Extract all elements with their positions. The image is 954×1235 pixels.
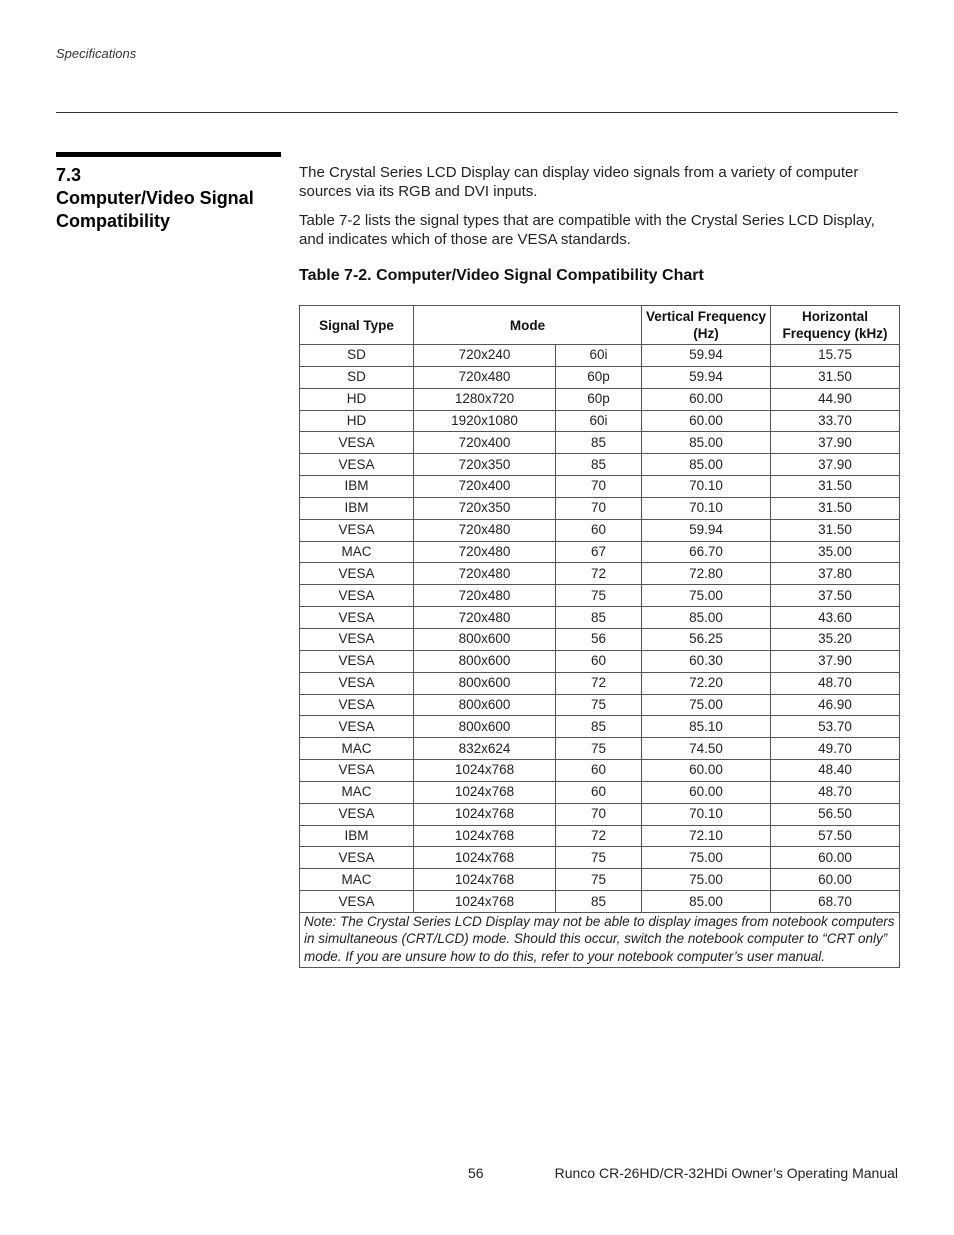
refresh-cell: 85 — [556, 607, 642, 629]
table-row — [300, 672, 900, 694]
table-note: Note: The Crystal Series LCD Display may not be able to display images from notebook computers in simultaneous (CRT/LCD) mode. Should this occur, switch the notebook computer to “CRT only” mode. If you are unsure how to do this, refer to your notebook computer’s user manual. — [300, 912, 900, 968]
vertical-frequency-cell: 74.50 — [642, 738, 771, 760]
signal-type-cell: VESA — [300, 454, 414, 476]
horizontal-frequency-cell: 56.50 — [771, 803, 900, 825]
signal-type-cell: VESA — [300, 585, 414, 607]
vertical-frequency-cell: 85.00 — [642, 432, 771, 454]
horizontal-frequency-cell: 37.90 — [771, 432, 900, 454]
horizontal-frequency-cell: 44.90 — [771, 388, 900, 410]
signal-type-cell: VESA — [300, 432, 414, 454]
signal-type-cell: MAC — [300, 738, 414, 760]
table-row — [300, 781, 900, 803]
signal-type-cell: VESA — [300, 563, 414, 585]
refresh-cell: 70 — [556, 497, 642, 519]
body-column — [299, 163, 899, 968]
refresh-cell: 60 — [556, 650, 642, 672]
manual-title: Runco CR-26HD/CR-32HDi Owner’s Operating Manual — [554, 1165, 898, 1181]
vertical-frequency-cell: 70.10 — [642, 497, 771, 519]
vertical-frequency-cell: 56.25 — [642, 628, 771, 650]
section-title: Computer/Video Signal Compatibility — [56, 188, 254, 231]
refresh-cell: 85 — [556, 432, 642, 454]
vertical-frequency-cell: 59.94 — [642, 345, 771, 367]
table-row — [300, 628, 900, 650]
resolution-cell: 1920x1080 — [414, 410, 556, 432]
horizontal-frequency-cell: 43.60 — [771, 607, 900, 629]
signal-type-cell: VESA — [300, 803, 414, 825]
horizontal-frequency-cell: 15.75 — [771, 345, 900, 367]
vertical-frequency-cell: 75.00 — [642, 847, 771, 869]
signal-type-cell: VESA — [300, 628, 414, 650]
table-row — [300, 476, 900, 498]
resolution-cell: 1024x768 — [414, 760, 556, 782]
table-row — [300, 519, 900, 541]
table-title: Table 7-2. Computer/Video Signal Compatibility Chart — [299, 267, 704, 284]
table-row — [300, 760, 900, 782]
table-row — [300, 869, 900, 891]
section-heading — [56, 164, 286, 233]
resolution-cell: 720x240 — [414, 345, 556, 367]
signal-type-cell: VESA — [300, 694, 414, 716]
vertical-frequency-cell: 75.00 — [642, 869, 771, 891]
refresh-cell: 75 — [556, 869, 642, 891]
vertical-frequency-cell: 60.00 — [642, 410, 771, 432]
refresh-cell: 85 — [556, 716, 642, 738]
refresh-cell: 70 — [556, 803, 642, 825]
header-signal-type: Signal Type — [300, 306, 414, 345]
horizontal-frequency-cell: 53.70 — [771, 716, 900, 738]
horizontal-frequency-cell: 48.70 — [771, 781, 900, 803]
signal-type-cell: VESA — [300, 760, 414, 782]
page-number: 56 — [468, 1165, 484, 1181]
horizontal-frequency-cell: 31.50 — [771, 476, 900, 498]
vertical-frequency-cell: 85.10 — [642, 716, 771, 738]
horizontal-frequency-cell: 46.90 — [771, 694, 900, 716]
resolution-cell: 720x480 — [414, 366, 556, 388]
table-row — [300, 738, 900, 760]
horizontal-frequency-cell: 37.90 — [771, 650, 900, 672]
vertical-frequency-cell: 75.00 — [642, 585, 771, 607]
table-row — [300, 541, 900, 563]
horizontal-frequency-cell: 31.50 — [771, 497, 900, 519]
horizontal-frequency-cell: 37.50 — [771, 585, 900, 607]
horizontal-frequency-cell: 35.00 — [771, 541, 900, 563]
section-number: 7.3 — [56, 165, 82, 185]
horizontal-frequency-cell: 31.50 — [771, 366, 900, 388]
table-row — [300, 563, 900, 585]
header-rule — [56, 112, 898, 113]
resolution-cell: 720x480 — [414, 607, 556, 629]
signal-type-cell: MAC — [300, 541, 414, 563]
signal-type-cell: SD — [300, 345, 414, 367]
refresh-cell: 75 — [556, 847, 642, 869]
vertical-frequency-cell: 60.30 — [642, 650, 771, 672]
resolution-cell: 832x624 — [414, 738, 556, 760]
vertical-frequency-cell: 60.00 — [642, 760, 771, 782]
signal-type-cell: MAC — [300, 869, 414, 891]
resolution-cell: 720x350 — [414, 454, 556, 476]
signal-type-cell: VESA — [300, 891, 414, 913]
vertical-frequency-cell: 70.10 — [642, 803, 771, 825]
resolution-cell: 720x480 — [414, 519, 556, 541]
refresh-cell: 60p — [556, 388, 642, 410]
running-head: Specifications — [56, 46, 137, 61]
table-header-row — [300, 306, 900, 345]
resolution-cell: 720x480 — [414, 541, 556, 563]
signal-type-cell: VESA — [300, 716, 414, 738]
signal-type-cell: HD — [300, 388, 414, 410]
resolution-cell: 800x600 — [414, 650, 556, 672]
table-row — [300, 694, 900, 716]
table-row — [300, 650, 900, 672]
table-row — [300, 366, 900, 388]
resolution-cell: 720x400 — [414, 432, 556, 454]
horizontal-frequency-cell: 48.40 — [771, 760, 900, 782]
signal-type-cell: MAC — [300, 781, 414, 803]
vertical-frequency-cell: 66.70 — [642, 541, 771, 563]
refresh-cell: 72 — [556, 563, 642, 585]
vertical-frequency-cell: 72.20 — [642, 672, 771, 694]
vertical-frequency-cell: 85.00 — [642, 607, 771, 629]
table-row — [300, 716, 900, 738]
refresh-cell: 60 — [556, 760, 642, 782]
signal-type-cell: VESA — [300, 650, 414, 672]
vertical-frequency-cell: 59.94 — [642, 519, 771, 541]
horizontal-frequency-cell: 60.00 — [771, 869, 900, 891]
refresh-cell: 60i — [556, 410, 642, 432]
table-row — [300, 388, 900, 410]
header-vertical-frequency: Vertical Frequency (Hz) — [642, 306, 771, 345]
header-horizontal-frequency: Horizontal Frequency (kHz) — [771, 306, 900, 345]
signal-type-cell: VESA — [300, 847, 414, 869]
signal-type-cell: SD — [300, 366, 414, 388]
table-row — [300, 891, 900, 913]
vertical-frequency-cell: 59.94 — [642, 366, 771, 388]
resolution-cell: 1024x768 — [414, 847, 556, 869]
vertical-frequency-cell: 85.00 — [642, 454, 771, 476]
refresh-cell: 60 — [556, 519, 642, 541]
table-row — [300, 825, 900, 847]
horizontal-frequency-cell: 48.70 — [771, 672, 900, 694]
signal-type-cell: VESA — [300, 519, 414, 541]
compatibility-table — [299, 305, 900, 968]
signal-type-cell: IBM — [300, 825, 414, 847]
horizontal-frequency-cell: 57.50 — [771, 825, 900, 847]
intro-paragraph: The Crystal Series LCD Display can display video signals from a variety of computer sources via its RGB and DVI inputs. — [299, 164, 859, 200]
resolution-cell: 720x350 — [414, 497, 556, 519]
horizontal-frequency-cell: 35.20 — [771, 628, 900, 650]
horizontal-frequency-cell: 60.00 — [771, 847, 900, 869]
refresh-cell: 85 — [556, 891, 642, 913]
refresh-cell: 70 — [556, 476, 642, 498]
vertical-frequency-cell: 70.10 — [642, 476, 771, 498]
refresh-cell: 72 — [556, 825, 642, 847]
horizontal-frequency-cell: 37.90 — [771, 454, 900, 476]
resolution-cell: 1024x768 — [414, 803, 556, 825]
table-row — [300, 410, 900, 432]
resolution-cell: 800x600 — [414, 694, 556, 716]
vertical-frequency-cell: 75.00 — [642, 694, 771, 716]
refresh-cell: 85 — [556, 454, 642, 476]
resolution-cell: 1024x768 — [414, 869, 556, 891]
table-row — [300, 585, 900, 607]
table-row — [300, 345, 900, 367]
vertical-frequency-cell: 72.80 — [642, 563, 771, 585]
horizontal-frequency-cell: 68.70 — [771, 891, 900, 913]
table-row — [300, 432, 900, 454]
horizontal-frequency-cell: 49.70 — [771, 738, 900, 760]
table-row — [300, 607, 900, 629]
resolution-cell: 720x400 — [414, 476, 556, 498]
table-row — [300, 803, 900, 825]
table-body — [300, 345, 900, 913]
signal-type-cell: VESA — [300, 672, 414, 694]
vertical-frequency-cell: 60.00 — [642, 781, 771, 803]
refresh-cell: 67 — [556, 541, 642, 563]
vertical-frequency-cell: 60.00 — [642, 388, 771, 410]
refresh-cell: 60i — [556, 345, 642, 367]
resolution-cell: 720x480 — [414, 585, 556, 607]
refresh-cell: 75 — [556, 738, 642, 760]
horizontal-frequency-cell: 37.80 — [771, 563, 900, 585]
resolution-cell: 1024x768 — [414, 781, 556, 803]
resolution-cell: 800x600 — [414, 672, 556, 694]
signal-type-cell: VESA — [300, 607, 414, 629]
refresh-cell: 56 — [556, 628, 642, 650]
refresh-cell: 72 — [556, 672, 642, 694]
table-row — [300, 847, 900, 869]
signal-type-cell: HD — [300, 410, 414, 432]
table-intro-paragraph: Table 7-2 lists the signal types that are compatible with the Crystal Series LCD Display, and indicates which of those are VESA standards. — [299, 212, 875, 248]
resolution-cell: 800x600 — [414, 628, 556, 650]
horizontal-frequency-cell: 33.70 — [771, 410, 900, 432]
horizontal-frequency-cell: 31.50 — [771, 519, 900, 541]
resolution-cell: 1024x768 — [414, 891, 556, 913]
note-row — [300, 912, 900, 968]
table-row — [300, 497, 900, 519]
resolution-cell: 1280x720 — [414, 388, 556, 410]
vertical-frequency-cell: 85.00 — [642, 891, 771, 913]
resolution-cell: 800x600 — [414, 716, 556, 738]
section-bar — [56, 152, 281, 157]
header-mode: Mode — [414, 306, 642, 345]
table-row — [300, 454, 900, 476]
refresh-cell: 60p — [556, 366, 642, 388]
resolution-cell: 720x480 — [414, 563, 556, 585]
signal-type-cell: IBM — [300, 476, 414, 498]
signal-type-cell: IBM — [300, 497, 414, 519]
vertical-frequency-cell: 72.10 — [642, 825, 771, 847]
refresh-cell: 75 — [556, 585, 642, 607]
refresh-cell: 75 — [556, 694, 642, 716]
resolution-cell: 1024x768 — [414, 825, 556, 847]
refresh-cell: 60 — [556, 781, 642, 803]
